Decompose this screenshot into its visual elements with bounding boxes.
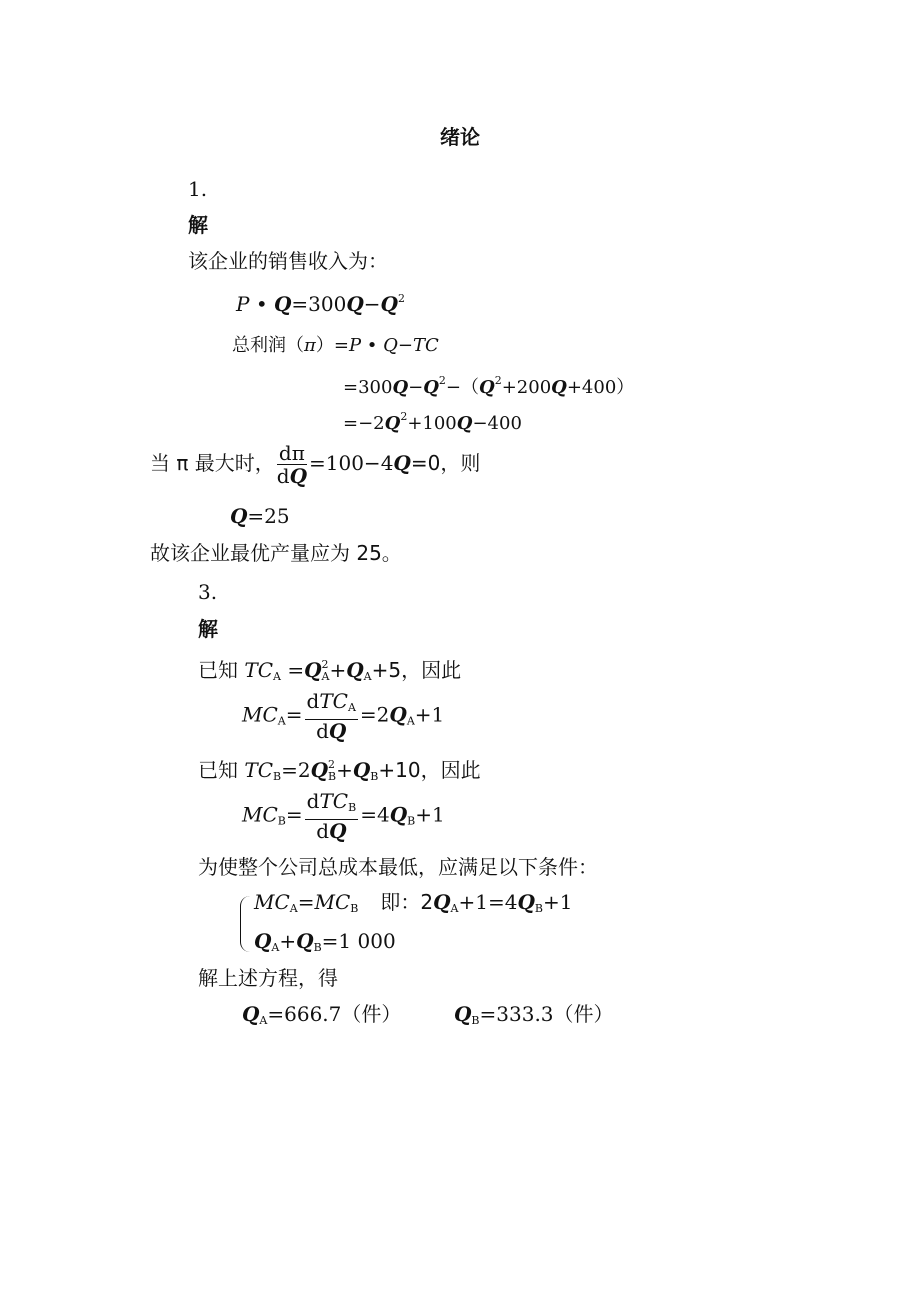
maximum-condition: 当 π 最大时， $\frac{d\pi}{dQ}$ =100−4Q=0，则 bbox=[150, 441, 481, 488]
system-equation-2: $Q_A+Q_B=1$ 000 bbox=[254, 929, 396, 954]
solve-statement: 解上述方程，得 bbox=[198, 966, 338, 990]
page-title: 绪论 bbox=[440, 125, 480, 149]
mc-a-equation: $MC_A=$ $\frac{dTC_A}{dQ}$ $=2Q_A+1$ bbox=[242, 689, 445, 743]
derivative-fraction: $\frac{d\pi}{dQ}$ bbox=[276, 441, 307, 488]
qa-result: $Q_A=666.7$（件） bbox=[242, 1002, 402, 1027]
profit-equation-line-1: 总利润（π）=P • Q−TC bbox=[232, 335, 439, 356]
problem-3-solution-label: 解 bbox=[198, 617, 218, 641]
profit-equation-line-3: $=-2Q^2+100Q-400$ bbox=[343, 410, 522, 434]
system-equation-1: $MC_A=MC_B$ 即：$2Q_A+1=4Q_B+1$ bbox=[254, 890, 573, 915]
problem-3-number: 3. bbox=[198, 580, 218, 604]
q-solution: Q=25 bbox=[230, 504, 290, 528]
minimum-cost-condition: 为使整个公司总成本最低，应满足以下条件： bbox=[198, 855, 598, 879]
revenue-intro: 该企业的销售收入为： bbox=[188, 249, 388, 273]
problem-1-solution-label: 解 bbox=[188, 213, 208, 237]
profit-equation-line-2: $=300Q-Q^2-(Q^2+200Q+400)$ bbox=[343, 374, 635, 398]
qb-result: $Q_B=333.3$（件） bbox=[454, 1002, 614, 1027]
equation-system-brace bbox=[240, 896, 255, 952]
problem-1-conclusion: 故该企业最优产量应为 25。 bbox=[150, 541, 402, 565]
revenue-equation: P • $Q=300Q-Q^2$ bbox=[236, 292, 405, 316]
tc-b-definition: 已知 $TC_B=2Q^2_B+Q_B+10$，因此 bbox=[198, 758, 481, 783]
problem-1-number: 1. bbox=[188, 177, 208, 201]
mc-b-equation: $MC_B=$ $\frac{dTC_B}{dQ}$ $=4Q_B+1$ bbox=[242, 789, 445, 843]
tc-a-definition: 已知 $TC_A =Q^2_A+Q_A+5$，因此 bbox=[198, 658, 462, 683]
